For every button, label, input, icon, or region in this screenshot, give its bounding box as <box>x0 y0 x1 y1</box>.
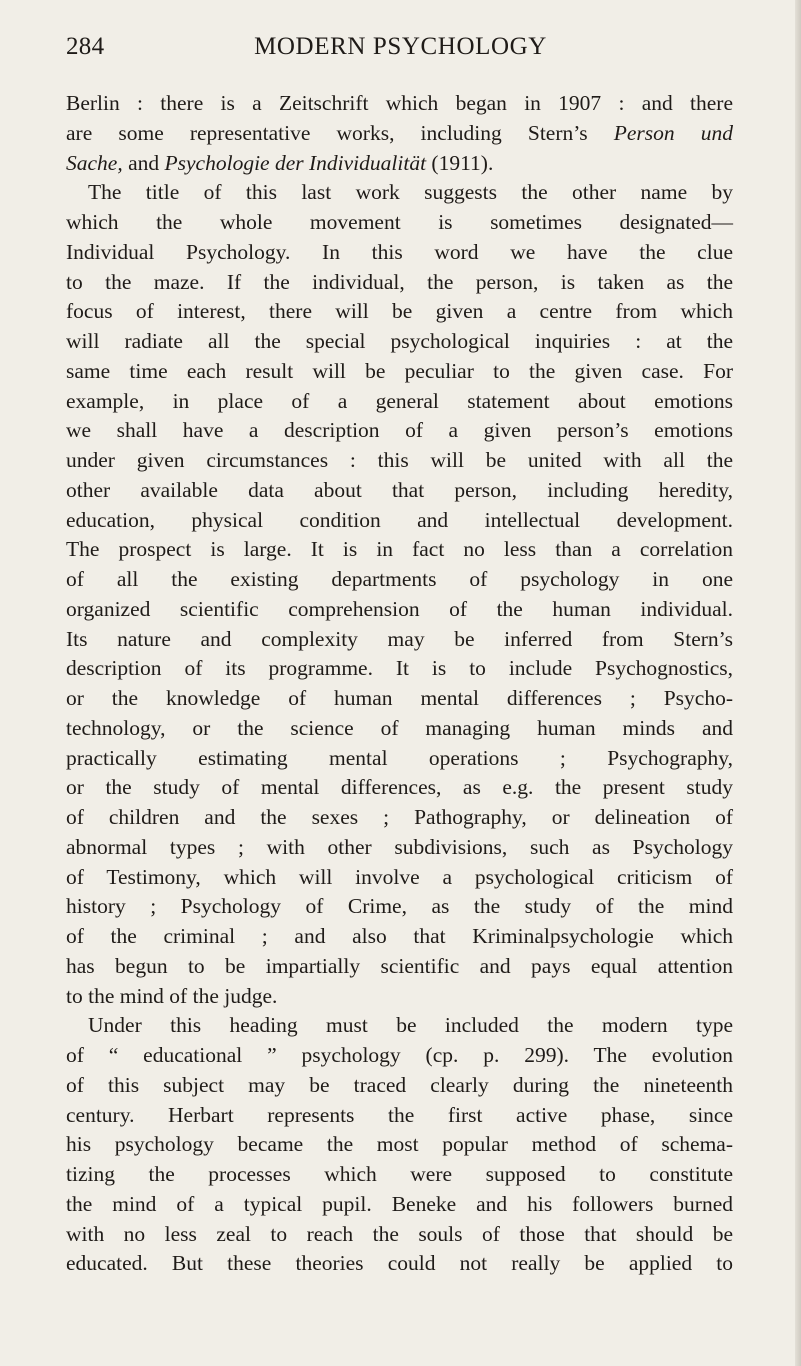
text-run: Its nature and complexity may be inferred from Stern’s <box>66 626 733 651</box>
text-run: of this subject may be traced clearly during the nineteenth <box>66 1072 733 1097</box>
text-line <box>66 1071 733 1101</box>
text-line <box>66 178 733 208</box>
text-line <box>66 1101 733 1131</box>
text-run: (1911). <box>426 150 494 175</box>
text-line <box>66 803 733 833</box>
text-run: under given circumstances : this will be united with all the <box>66 448 733 472</box>
text-line <box>66 1011 733 1041</box>
body-text <box>66 89 733 1279</box>
text-run: to the mind of the judge. <box>66 983 278 1008</box>
text-line <box>66 476 733 506</box>
text-run: of all the existing departments of psychology in one <box>66 567 733 591</box>
text-line <box>66 297 733 327</box>
text-run: with no less zeal to reach the souls of those that should be <box>66 1221 733 1246</box>
text-run: example, in place of a general statement about emotions <box>66 388 733 413</box>
text-line <box>66 357 733 387</box>
text-line <box>66 565 733 595</box>
text-line <box>66 416 733 446</box>
text-run: century. Herbart represents the first active phase, since <box>66 1102 733 1127</box>
text-line <box>66 625 733 655</box>
text-run: other available data about that person, including heredity, <box>66 477 733 502</box>
text-line <box>66 149 733 179</box>
text-run: has begun to be impartially scientific and pays equal attention <box>66 953 733 978</box>
text-run: of Testimony, which will involve a psychological criticism of <box>66 864 733 889</box>
running-header <box>66 33 735 67</box>
text-line <box>66 833 733 863</box>
text-line <box>66 327 733 357</box>
text-run: Under this heading must be included the modern type <box>88 1013 733 1038</box>
text-line <box>66 922 733 952</box>
text-line <box>66 595 733 625</box>
text-line <box>66 654 733 684</box>
text-run: or the knowledge of human mental differences ; Psycho- <box>66 686 733 710</box>
text-line <box>66 982 733 1012</box>
text-run: educated. But these theories could not really be applied to <box>66 1251 733 1276</box>
text-line <box>66 684 733 714</box>
text-line <box>66 1190 733 1220</box>
text-run: to the maze. If the individual, the person, is taken as the <box>66 269 733 294</box>
text-run: education, physical condition and intellectual development. <box>66 507 733 532</box>
text-run: his psychology became the most popular method of schema- <box>66 1132 733 1157</box>
text-run: practically estimating mental operations ; Psychography, <box>66 745 733 770</box>
text-line <box>66 773 733 803</box>
text-line <box>66 208 733 238</box>
italic-text: Person und <box>613 120 733 145</box>
text-run: same time each result will be peculiar to the given case. For <box>66 358 733 383</box>
text-run: we shall have a description of a given person’s emotions <box>66 418 733 443</box>
text-run: history ; Psychology of Crime, as the study of the mind <box>66 894 733 919</box>
text-run: The prospect is large. It is in fact no less than a correlation <box>66 537 733 562</box>
text-run: will radiate all the special psychological inquiries : at the <box>66 329 733 353</box>
text-run: Berlin : there is a Zeitschrift which began in 1907 : and there <box>66 91 733 115</box>
text-run: and <box>122 150 165 175</box>
text-run: which the whole movement is sometimes designated— <box>66 210 733 234</box>
text-run: are some representative works, including Stern’s <box>66 120 614 145</box>
text-line <box>66 535 733 565</box>
text-line <box>66 892 733 922</box>
text-line <box>66 863 733 893</box>
text-line <box>66 119 733 149</box>
text-run: the mind of a typical pupil. Beneke and his followers burned <box>66 1191 733 1216</box>
text-line <box>66 506 733 536</box>
text-run: organized scientific comprehension of the human individual. <box>66 596 733 621</box>
page-edge-shadow <box>795 0 801 1366</box>
text-run: of children and the sexes ; Pathography, or delineation of <box>66 805 733 829</box>
text-run: of the criminal ; and also that Kriminalpsychologie which <box>66 924 733 948</box>
text-run: abnormal types ; with other subdivisions, such as Psychology <box>66 834 733 859</box>
text-line <box>66 1160 733 1190</box>
text-line <box>66 714 733 744</box>
text-line <box>66 268 733 298</box>
page-number: 284 <box>66 33 105 60</box>
text-line <box>66 1220 733 1250</box>
text-run: description of its programme. It is to include Psychognostics, <box>66 656 733 681</box>
text-line <box>66 952 733 982</box>
text-line <box>66 238 733 268</box>
text-run: Individual Psychology. In this word we have the clue <box>66 239 733 264</box>
text-run: focus of interest, there will be given a centre from which <box>66 299 733 324</box>
text-run: or the study of mental differences, as e.g. the present study <box>66 775 733 800</box>
text-run: The title of this last work suggests the other name by <box>88 180 733 205</box>
text-line <box>66 1249 733 1279</box>
text-line <box>66 387 733 417</box>
text-line <box>66 744 733 774</box>
text-line <box>66 446 733 476</box>
italic-text: Psychologie der Individualität <box>164 150 427 175</box>
text-run: technology, or the science of managing human minds and <box>66 715 733 740</box>
running-title: MODERN PSYCHOLOGY <box>254 33 547 60</box>
text-line <box>66 1041 733 1071</box>
text-run: tizing the processes which were supposed to constitute <box>66 1162 733 1186</box>
text-line <box>66 89 733 119</box>
text-run: of “ educational ” psychology (cp. p. 299). The evolution <box>66 1043 733 1067</box>
text-line <box>66 1130 733 1160</box>
italic-text: Sache, <box>66 150 123 175</box>
